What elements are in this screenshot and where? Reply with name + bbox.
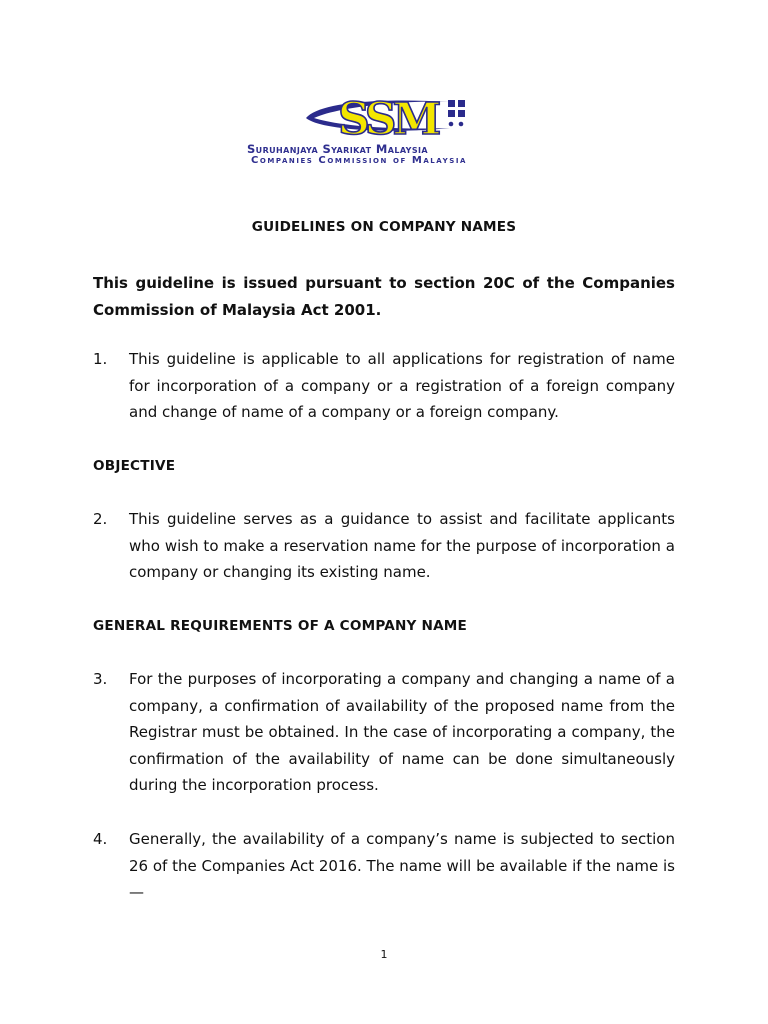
section-heading-objective: OBJECTIVE [93,458,176,474]
ssm-logo-graphic [300,88,540,148]
clause-number: 3. [93,670,108,688]
ssm-logo [300,88,540,190]
clause-text: For the purposes of incorporating a company and changing a name of a company, a confirmation of availability of the proposed name from the Registrar must be obtained. In the case of incorporating a company, the confirmation of the availability of name can be done simultaneously during the incorporation process. [129,670,675,795]
clause-text: This guideline serves as a guidance to assist and facilitate applicants who wish to make a reservation name for the purpose of incorporation a company or changing its existing name. [129,510,675,582]
document-title: GUIDELINES ON COMPANY NAMES [251,219,517,235]
ssm-initials: SSM [338,94,438,145]
clause-text: Generally, the availability of a company’s name is subjected to section 26 of the Companies Act 2016. The name will be available if the name is— [129,830,675,902]
intro-statement: This guideline is issued pursuant to section 20C of the Companies Commission of Malaysia Act 2001. [93,274,675,319]
clause-number: 1. [93,350,108,368]
org-name-english: Companies Commission of Malaysia [251,155,467,166]
clause-number: 4. [93,830,108,848]
clause-text: This guideline is applicable to all applications for registration of name for incorporation of a company or a registration of a foreign company and change of name of a company or a foreign company. [129,350,675,422]
page-number: 1 [380,948,388,961]
org-name-malay: Suruhanjaya Syarikat Malaysia [247,142,428,156]
section-heading-general-requirements: GENERAL REQUIREMENTS OF A COMPANY NAME [93,618,468,634]
clause-number: 2. [93,510,108,528]
